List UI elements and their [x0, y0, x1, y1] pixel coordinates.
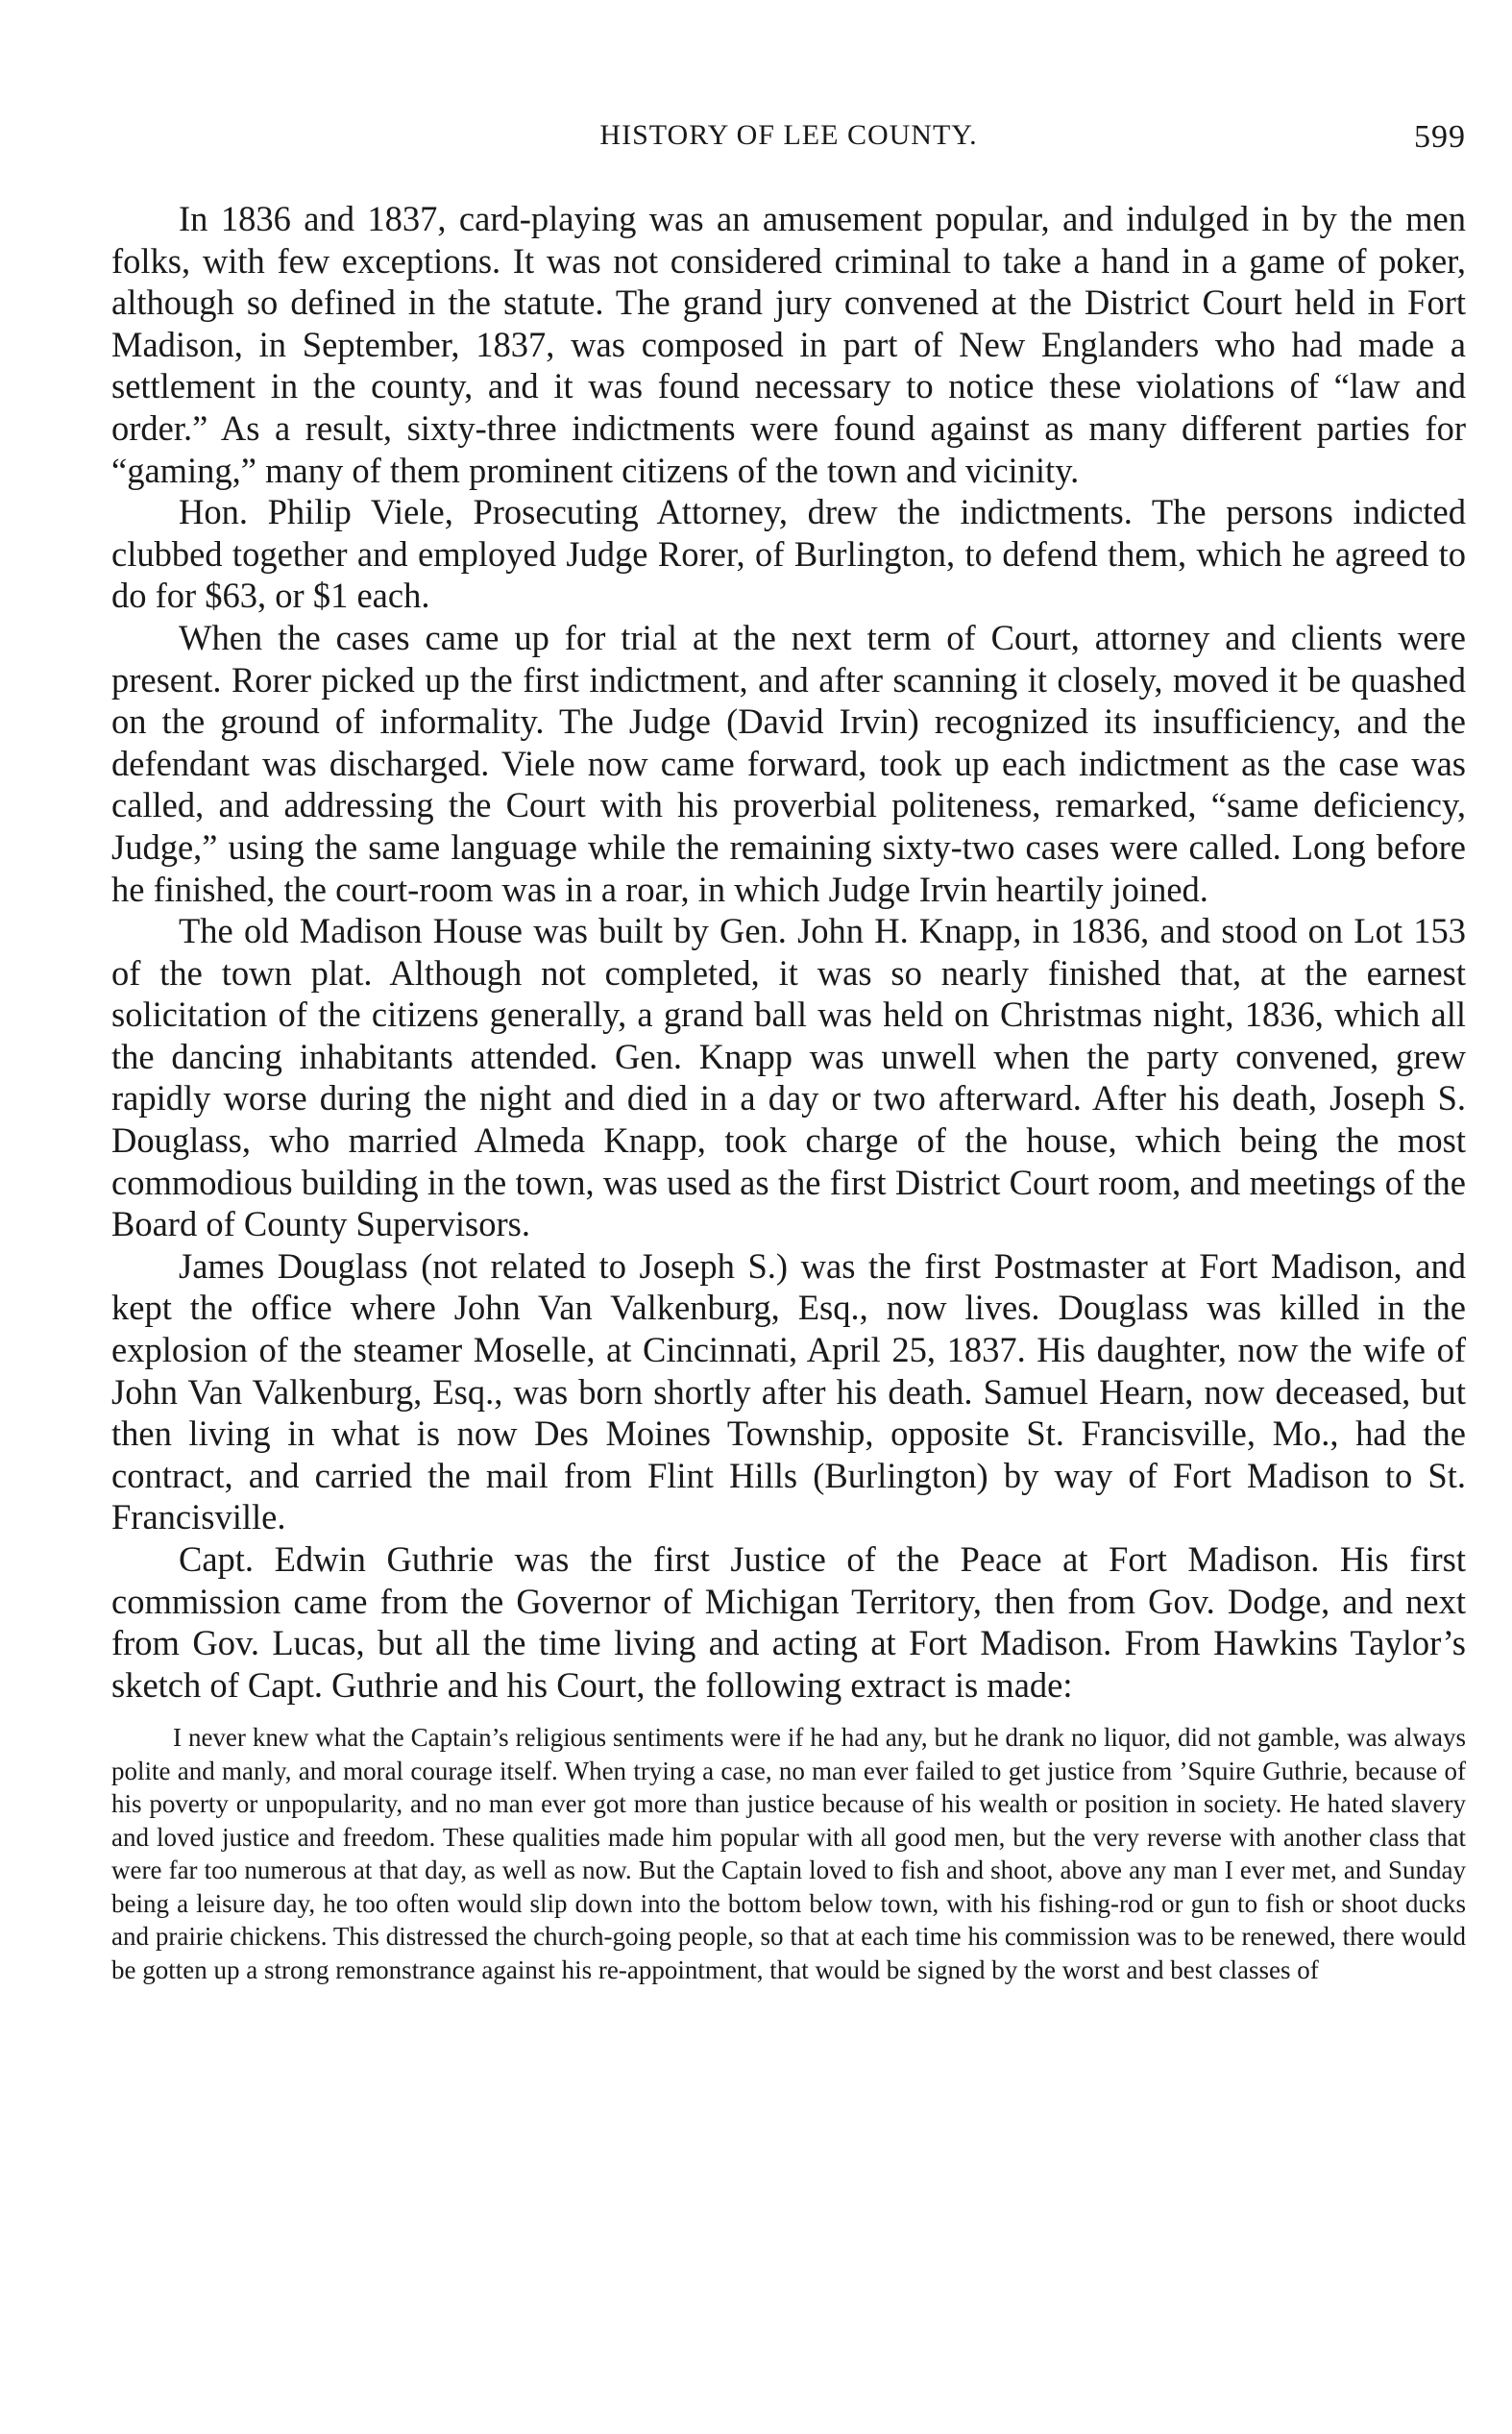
quoted-extract [111, 1721, 1466, 1986]
paragraph-postmaster: James Douglass (not related to Joseph S.) was the first Postmaster at Fort Madison, and kept the office where John Van Valkenburg, Esq., now lives. Douglass was killed in the explosion of the steamer Moselle, at Cincinnati, April 25, 1837. His daughter, now the wife of John Van Valkenburg, Esq., was born shortly after his death. Samuel Hearn, now deceased, but then living in what is now Des Moines Township, opposite St. Francisville, Mo., had the contract, and carried the mail from Flint Hills (Burlington) by way of Fort Madison to St. Francisville. [111, 1245, 1466, 1537]
page-header [111, 115, 1466, 161]
running-title: HISTORY OF LEE COUNTY. [599, 119, 978, 151]
paragraph-card-playing: In 1836 and 1837, card-playing was an amusement popular, and indulged in by the men folks, with few exceptions. It was not considered criminal to take a hand in a game of poker, although so defined in the statute. The grand jury convened at the District Court held in Fort Madison, in September, 1837, was composed in part of New Englanders who had made a settlement in the county, and it was found necessary to notice these violations of “law and order.” As a result, sixty-three indictments were found against as many different parties for “gaming,” many of them prominent citizens of the town and vicinity. [111, 199, 1466, 490]
page-number: 599 [1414, 119, 1466, 155]
paragraph-madison-house: The old Madison House was built by Gen. John H. Knapp, in 1836, and stood on Lot 153 of the town plat. Although not completed, it was so nearly finished that, at the earnest solicitation of the citizens generally, a grand ball was held on Christmas night, 1836, which all the dancing inhabitants attended. Gen. Knapp was unwell when the party convened, grew rapidly worse during the night and died in a day or two afterward. After his death, Joseph S. Douglass, who married Almeda Knapp, took charge of the house, which being the most commodious building in the town, was used as the first District Court room, and meetings of the Board of County Supervisors. [111, 911, 1466, 1244]
paragraph-trial: When the cases came up for trial at the next term of Court, attorney and clients were present. Rorer picked up the first indictment, and after scanning it closely, moved it be quashed on the ground of informality. The Judge (David Irvin) recognized its insufficiency, and the defendant was discharged. Viele now came forward, took up each indictment as the case was called, and addressing the Court with his proverbial politeness, remarked, “same deficiency, Judge,” using the same language while the remaining sixty-two cases were called. Long before he finished, the court-room was in a roar, in which Judge Irvin heartily joined. [111, 617, 1466, 909]
body-text [111, 198, 1466, 1706]
paragraph-justice-of-peace: Capt. Edwin Guthrie was the first Justice of the Peace at Fort Madison. His first commission came from the Governor of Michigan Territory, then from Gov. Dodge, and next from Gov. Lucas, but all the time living and acting at Fort Madison. From Hawkins Taylor’s sketch of Capt. Guthrie and his Court, the following extract is made: [111, 1539, 1466, 1705]
extract-paragraph: I never knew what the Captain’s religious sentiments were if he had any, but he drank no liquor, did not gamble, was always polite and manly, and moral courage itself. When trying a case, no man ever failed to get justice from ’Squire Guthrie, because of his poverty or unpopularity, and no man ever got more than justice because of his wealth or position in society. He hated slavery and loved justice and freedom. These qualities made him popular with all good men, but the very reverse with another class that were far too numerous at that day, as well as now. But the Captain loved to fish and shoot, above any man I ever met, and Sunday being a leisure day, he too often would slip down into the bottom below town, with his fishing-rod or gun to fish or shoot ducks and prairie chickens. This distressed the church-going people, so that at each time his commission was to be renewed, there would be gotten up a strong remonstrance against his re-appointment, that would be signed by the worst and best classes of [111, 1723, 1466, 1984]
book-page [111, 115, 1466, 1986]
paragraph-indictments: Hon. Philip Viele, Prosecuting Attorney, drew the indictments. The persons indicted clubbed together and employed Judge Rorer, of Burlington, to defend them, which he agreed to do for $63, or $1 each. [111, 492, 1466, 616]
